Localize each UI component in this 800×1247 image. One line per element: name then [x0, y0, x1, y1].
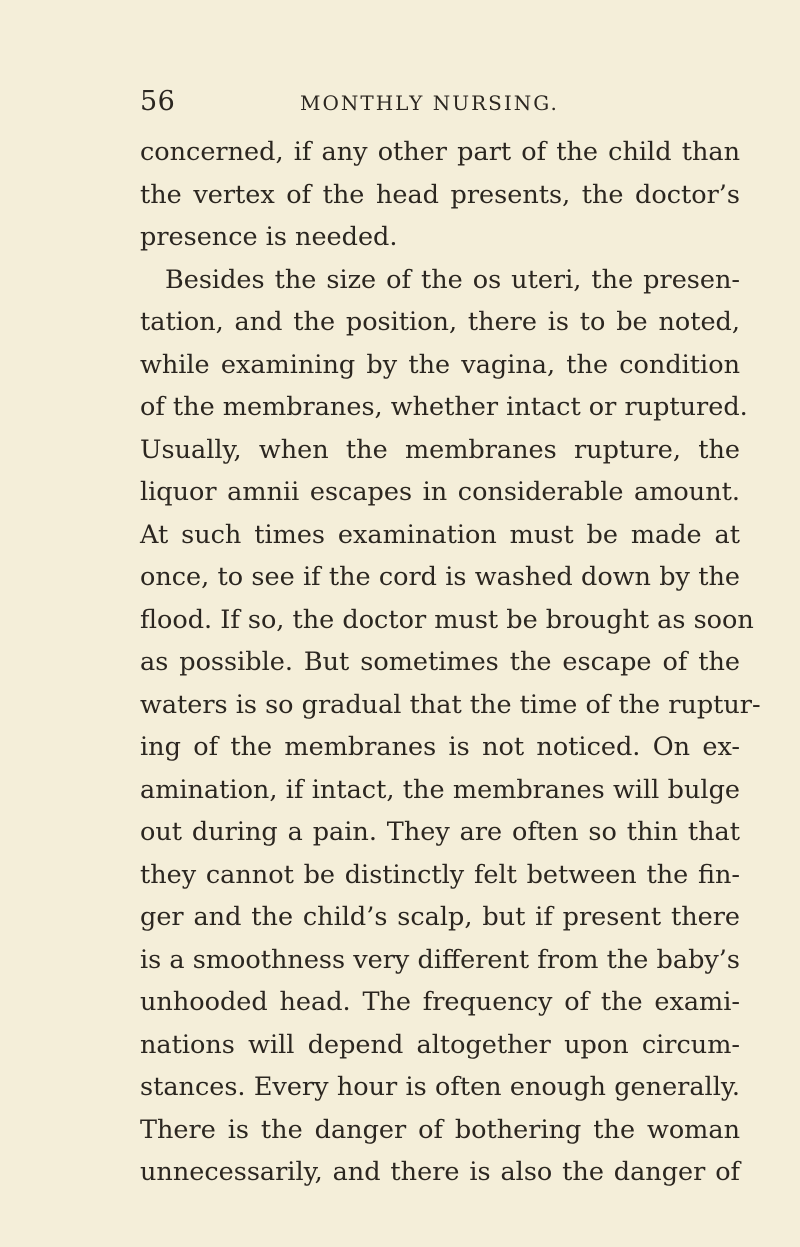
- text-line: they cannot be distinctly felt between the fin-: [140, 859, 740, 890]
- text-line: the vertex of the head presents, the doctor’s: [140, 179, 740, 210]
- text-line: of the membranes, whether intact or ruptured.: [140, 392, 748, 422]
- text-line: presence is needed.: [140, 222, 398, 252]
- text-line: flood. If so, the doctor must be brought as soon: [140, 604, 754, 635]
- text-line: liquor amnii escapes in considerable amount.: [140, 477, 740, 507]
- text-line: amination, if intact, the membranes will bulge: [140, 774, 740, 805]
- text-line: as possible. But sometimes the escape of the: [140, 647, 740, 677]
- text-line: unhooded head. The frequency of the exami-: [140, 987, 740, 1017]
- page-header: [0, 86, 800, 126]
- text-line: while examining by the vagina, the condition: [140, 349, 740, 380]
- text-line: waters is so gradual that the time of the ruptur-: [140, 689, 761, 720]
- text-line: concerned, if any other part of the child than: [140, 137, 740, 167]
- text-line: once, to see if the cord is washed down by the: [140, 562, 740, 592]
- text-line: Besides the size of the os uteri, the presen-: [165, 264, 740, 295]
- text-line: is a smoothness very different from the baby’s: [140, 944, 740, 975]
- text-line: unnecessarily, and there is also the danger of: [140, 1157, 740, 1187]
- text-line: out during a pain. They are often so thin that: [140, 817, 740, 847]
- text-line: At such times examination must be made at: [140, 519, 740, 550]
- page-number: 56: [140, 86, 176, 117]
- text-line: There is the danger of bothering the woman: [140, 1114, 740, 1145]
- text-line: tation, and the position, there is to be noted,: [140, 307, 740, 337]
- text-line: ger and the child’s scalp, but if present there: [140, 902, 740, 932]
- text-line: stances. Every hour is often enough generally.: [140, 1072, 740, 1102]
- body-text: [140, 131, 761, 1194]
- text-line: nations will depend altogether upon circum-: [140, 1029, 740, 1060]
- text-line: Usually, when the membranes rupture, the: [140, 434, 740, 465]
- text-line: ing of the membranes is not noticed. On ex-: [140, 732, 740, 762]
- running-head: MONTHLY NURSING.: [300, 91, 559, 115]
